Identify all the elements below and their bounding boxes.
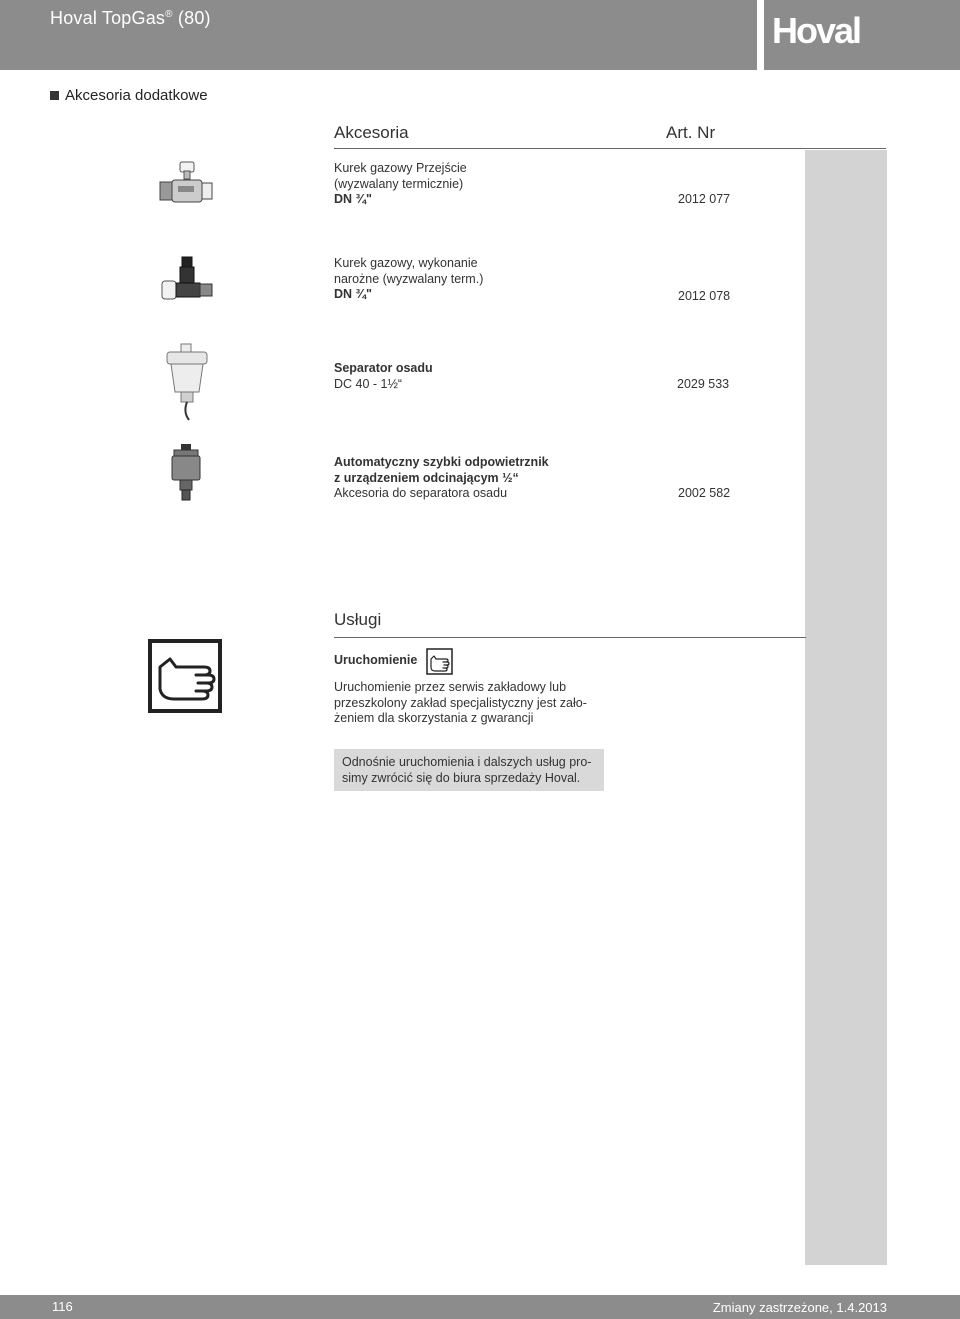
- air-vent-image: [168, 444, 204, 502]
- hand-small-icon: [426, 648, 453, 675]
- note-line-2: simy zwrócić się do biura sprzedaży Hoval.: [342, 770, 581, 785]
- accessory-item-3: [334, 361, 734, 392]
- document-title: [50, 8, 211, 29]
- gas-valve-angle-image: [158, 255, 216, 305]
- item-2-size: DN ¾": [334, 287, 372, 301]
- gas-valve-straight-image: [158, 160, 216, 208]
- item-4-desc: z urządzeniem odcinającym ½“: [334, 470, 519, 485]
- footer-note: Zmiany zastrzeżone, 1.4.2013: [712, 1300, 887, 1315]
- item-2-artnr: 2012 078: [678, 289, 731, 303]
- section-title: Akcesoria dodatkowe: [65, 87, 208, 104]
- section-heading: [50, 87, 208, 104]
- hand-service-icon: [148, 639, 222, 713]
- page-number: 116: [52, 1299, 73, 1314]
- services-text-line-1: Uruchomienie przez serwis zakładowy lub: [334, 680, 567, 694]
- dirt-separator-image: [163, 342, 211, 424]
- item-1-desc: (wyzwalany termicznie): [334, 176, 464, 191]
- header-bar: [0, 0, 757, 70]
- artnr-heading: Art. Nr: [666, 123, 716, 142]
- item-2-name: Kurek gazowy, wykonanie: [334, 256, 478, 270]
- services-description: [334, 680, 594, 727]
- title-text: Hoval TopGas: [50, 8, 166, 28]
- services-text-line-2: przeszkolony zakład specjalistyczny jest zało-: [334, 695, 587, 710]
- item-1-artnr: 2012 077: [678, 192, 731, 206]
- item-2-desc: narożne (wyzwalany term.): [334, 271, 484, 286]
- item-1-name: Kurek gazowy Przejście: [334, 161, 467, 175]
- footer-bar: [0, 1295, 960, 1319]
- accessory-item-4: [334, 455, 734, 502]
- bullet-square-icon: [50, 91, 59, 100]
- item-4-artnr: 2002 582: [678, 486, 731, 500]
- item-1-size: DN ¾": [334, 192, 372, 206]
- hoval-logo: Hoval: [772, 10, 861, 51]
- logo-box: [764, 0, 960, 70]
- accessory-item-1: [334, 161, 734, 208]
- accessory-item-2: [334, 256, 734, 303]
- services-text-line-3: żeniem dla skorzystania z gwarancji: [334, 711, 534, 725]
- item-3-size: DC 40 - 1½“: [334, 376, 403, 391]
- services-heading: Usługi: [334, 610, 382, 629]
- item-4-note: Akcesoria do separatora osadu: [334, 486, 508, 500]
- services-rule: [334, 637, 806, 638]
- item-3-artnr: 2029 533: [677, 377, 730, 391]
- services-subheading: Uruchomienie: [334, 653, 418, 667]
- note-line-1: Odnośnie uruchomienia i dalszych usług pro-: [342, 755, 592, 769]
- services-note-box: [334, 749, 604, 791]
- accessories-heading: Akcesoria: [334, 123, 409, 142]
- side-column: [805, 150, 887, 1265]
- item-3-name: Separator osadu: [334, 361, 433, 375]
- item-4-name: Automatyczny szybki odpowietrznik: [334, 455, 549, 469]
- title-suffix: (80): [177, 8, 211, 28]
- accessories-rule: [334, 148, 886, 149]
- registered-mark: ®: [165, 9, 173, 20]
